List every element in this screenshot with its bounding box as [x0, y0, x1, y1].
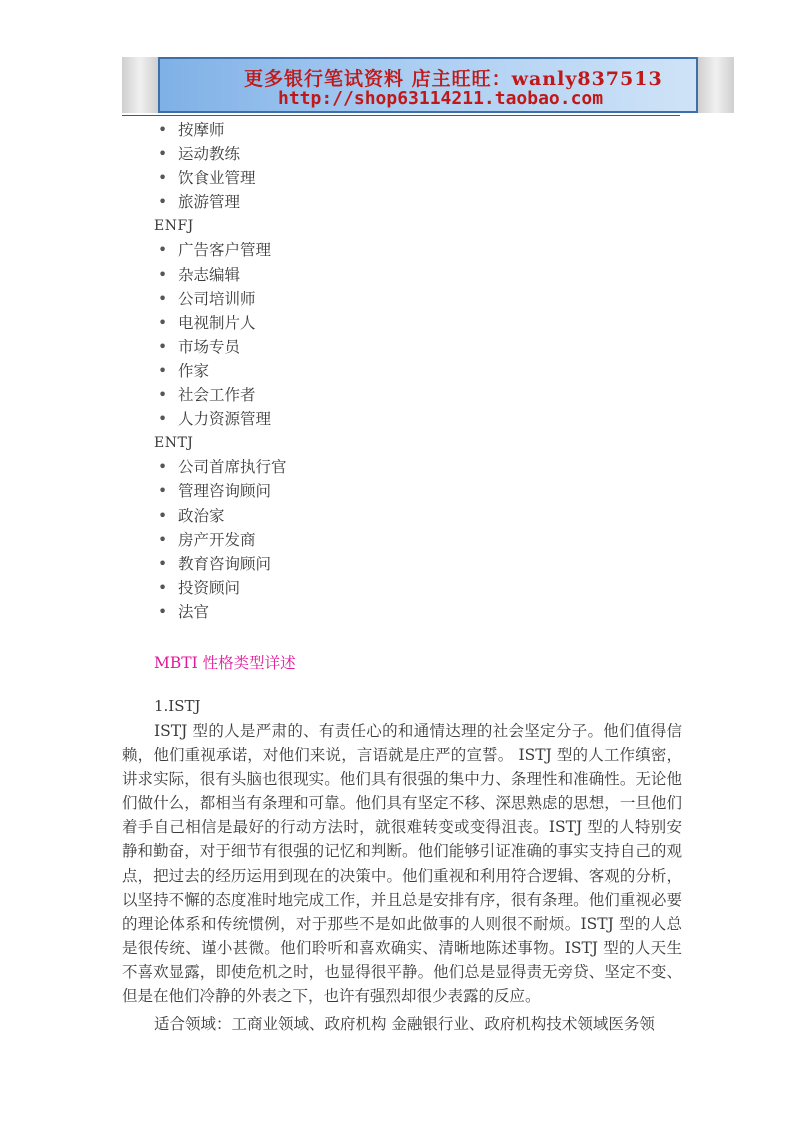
list-item: [152, 383, 287, 407]
list-item-label: 投资顾问: [178, 578, 241, 597]
bullet-icon: •: [158, 386, 168, 405]
type-description-paragraph: ISTJ 型的人是严肃的、有责任心的和通情达理的社会坚定分子。他们值得信赖，他们重视承诺，对他们来说，言语就是庄严的宣誓。 ISTJ 型的人工作缜密，讲求实际，很有头脑也很现实。他们具有很强的集中力、条理性和准确性。无论他们做什么，都相当有条理和可靠。他们具有坚定不移、深思熟虑的思想，一旦他们着手自己相信是最好的行动方法时，就很难转变或变得沮丧。ISTJ 型的人特别安静和勤奋，对于细节有很强的记忆和判断。他们能够引证准确的事实支持自己的观点，把过去的经历运用到现在的决策中。他们重视和利用符合逻辑、客观的分析，以坚持不懈的态度准时地完成工作，并且总是安排有序，很有条理。他们重视必要的理论体系和传统惯例，对于那些不是如此做事的人则很不耐烦。ISTJ 型的人总是很传统、谨小甚微。他们聆听和喜欢确实、清晰地陈述事物。ISTJ 型的人天生不喜欢显露，即使危机之时，也显得很平静。他们总是显得责无旁贷、坚定不变、但是在他们冷静的外表之下，也许有强烈却很少表露的反应。: [122, 722, 682, 1006]
list-item-label: 市场专员: [178, 337, 241, 356]
banner-advertisement: [122, 57, 734, 113]
bullet-icon: •: [158, 241, 168, 260]
list-item-label: 房产开发商: [178, 530, 256, 549]
list-item: [152, 190, 287, 214]
list-item-label: 管理咨询顾问: [178, 482, 272, 501]
bullet-icon: •: [158, 578, 168, 597]
list-item: [152, 166, 287, 190]
bullet-icon: •: [158, 361, 168, 380]
list-item-label: 旅游管理: [178, 193, 241, 212]
suitable-fields-line: 适合领域：工商业领域、政府机构 金融银行业、政府机构技术领域医务领: [154, 1015, 655, 1033]
list-item: [152, 479, 287, 503]
list-item-label: 按摩师: [178, 121, 225, 139]
list-item: [152, 407, 287, 431]
list-item: [152, 287, 287, 311]
list-item: [152, 238, 287, 262]
bullet-icon: •: [158, 169, 168, 188]
bullet-icon: •: [158, 337, 168, 356]
bullet-icon: •: [158, 145, 168, 164]
banner-title: 更多银行笔试资料 店主旺旺：wanly837513: [244, 68, 663, 90]
bullet-icon: •: [158, 265, 168, 284]
career-list: [152, 118, 287, 624]
list-item-label: 作家: [178, 361, 210, 380]
bullet-icon: •: [158, 530, 168, 549]
list-item: [152, 552, 287, 576]
list-item-label: 广告客户管理: [178, 241, 272, 260]
list-item: [152, 576, 287, 600]
bullet-icon: •: [158, 313, 168, 332]
list-item: [152, 142, 287, 166]
list-item-label: 政治家: [178, 506, 225, 525]
bullet-icon: •: [158, 554, 168, 573]
bullet-icon: •: [158, 602, 168, 621]
list-item: [152, 504, 287, 528]
list-item-label: 人力资源管理: [178, 410, 272, 429]
list-item: [152, 335, 287, 359]
list-item-label: 杂志编辑: [178, 265, 241, 284]
bullet-icon: •: [158, 458, 168, 477]
list-item-label: 饮食业管理: [178, 169, 256, 188]
list-item: [152, 600, 287, 624]
list-item-label: 社会工作者: [178, 386, 256, 405]
list-item-label: 公司培训师: [178, 289, 256, 308]
list-item: [152, 263, 287, 287]
list-item: [152, 359, 287, 383]
bullet-icon: •: [158, 506, 168, 525]
list-item-label: 电视制片人: [178, 313, 256, 332]
section-title: MBTI 性格类型详述: [154, 654, 296, 672]
list-item: [152, 455, 287, 479]
list-item-label: 公司首席执行官: [178, 458, 287, 477]
bullet-icon: •: [158, 121, 168, 139]
bullet-icon: •: [158, 193, 168, 212]
list-item: [152, 311, 287, 335]
list-item-label: 运动教练: [178, 145, 241, 164]
list-heading: ENTJ: [154, 435, 194, 452]
banner-image: [158, 57, 698, 113]
list-item-label: 教育咨询顾问: [178, 554, 272, 573]
bullet-icon: •: [158, 289, 168, 308]
list-item: [152, 118, 287, 142]
list-item-label: 法官: [178, 602, 210, 621]
bullet-icon: •: [158, 410, 168, 429]
list-item: [152, 528, 287, 552]
list-heading: ENFJ: [154, 218, 194, 235]
header-divider: [122, 115, 680, 116]
bullet-icon: •: [158, 482, 168, 501]
banner-url: http://shop63114211.taobao.com: [278, 88, 604, 109]
type-subheading: 1.ISTJ: [154, 697, 201, 715]
